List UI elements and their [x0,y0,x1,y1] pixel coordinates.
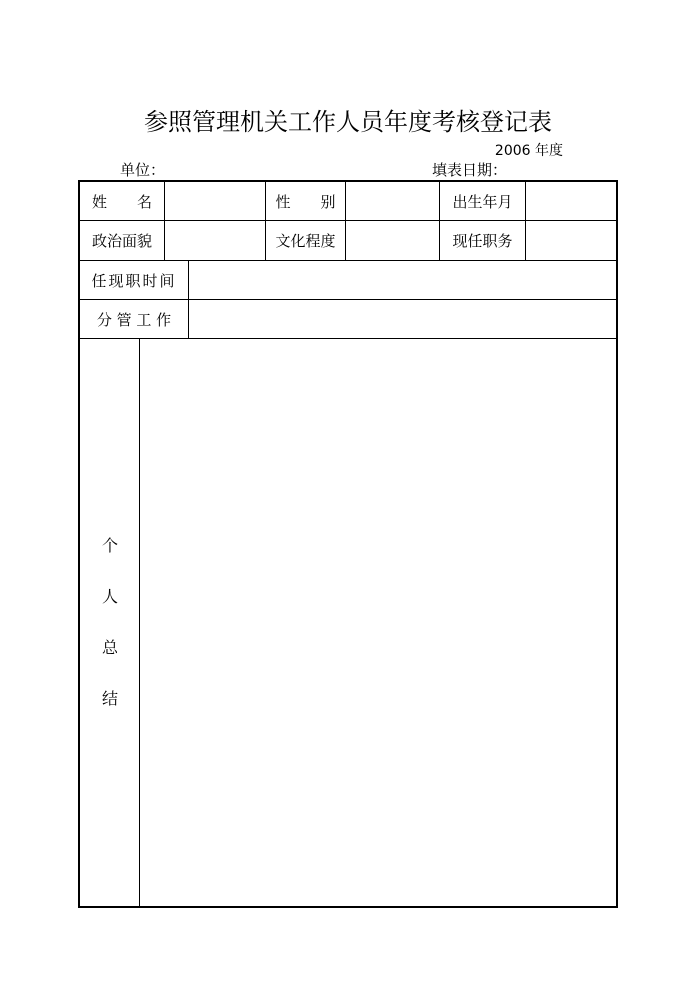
registration-table [78,180,618,908]
name-label: 姓 名 [91,192,152,211]
unit-label: 单位： [120,161,166,179]
education-label: 文化程度 [275,232,336,250]
summary-char: 结 [101,689,118,708]
tenure-field[interactable] [189,261,616,299]
current-position-label: 现任职务 [452,232,513,250]
name-field[interactable] [165,182,265,220]
duties-label: 分 管 工 作 [96,310,172,329]
personal-summary-field[interactable] [140,339,616,906]
gender-label: 性 别 [275,192,336,211]
education-field[interactable] [346,221,439,260]
political-status-label: 政治面貌 [91,232,152,250]
personal-summary-label [80,338,140,906]
political-status-field[interactable] [165,221,265,260]
tenure-label: 任现职时间 [91,271,177,290]
summary-char: 个 [101,536,118,555]
gender-field[interactable] [346,182,439,220]
summary-char: 总 [101,638,118,657]
summary-char: 人 [101,587,118,606]
current-position-field[interactable] [526,221,616,260]
fill-date-label: 填表日期： [432,161,508,179]
year-label: 2006 年度 [494,143,563,159]
duties-field[interactable] [189,300,616,338]
birth-date-field[interactable] [526,182,616,220]
page-title: 参照管理机关工作人员年度考核登记表 [144,108,552,136]
birth-date-label: 出生年月 [452,192,513,211]
